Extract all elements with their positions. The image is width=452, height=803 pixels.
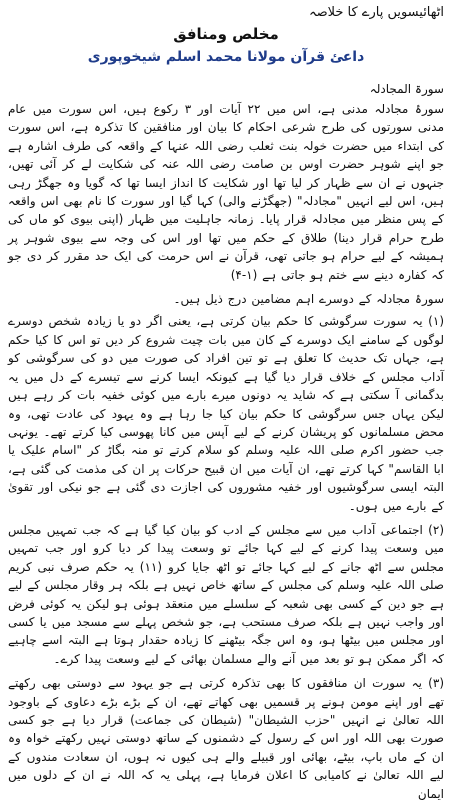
series-header: اٹھائیسویں پارے کا خلاصہ (308, 5, 444, 20)
paragraph-point-3: (۳) یہ سورت ان منافقوں کا بھی تذکرہ کرتی ہے جو یہود سے دوستی بھی رکھتے تھے اور اپنے مومن ہونے پر قسمیں بھی کھاتے تھے، ان کے بڑے بڑے دعاوی کے باوجود اللہ تعالیٰ نے انہیں "حزب الشیطان" (شیطان کی جماعت) قرار دیا ہے جو کسی صورت بھی اللہ اور اس کے رسول کے دشمنوں کے ساتھ دوستی نہیں رکھتے خواہ وہ ان کے ماں باپ، بیٹے، بھائی اور قبیلے والے ہی کیوں نہ ہوں، ان سعادت مندوں کے لیے اللہ تعالیٰ نے کامیابی کا اعلان فرمایا ہے، پہلی یہ کہ اللہ نے ان کے دلوں میں ایمان (8, 676, 444, 801)
author-name: داعئ قرآن مولانا محمد اسلم شیخوپوری (87, 49, 365, 65)
paragraph-point-1: (۱) یہ سورت سرگوشی کا حکم بیان کرتی ہے، یعنی اگر دو یا زیادہ شخص دوسرے لوگوں کے سامنے ایک دوسرے کے کان میں بات چیت شروع کر دیں تو اس کا کیا حکم ہے، جہاں تک حدیث کا تعلق ہے تو تین افراد کی صورت میں دو کی سرگوشی کو آداب مجلس کے خلاف قرار دیا گیا ہے کیونکہ ایسا کرنے سے تیسرے کے دل میں یہ بدگمانی آ سکتی ہے کہ شاید یہ دونوں میرے بارے میں کوئی خفیہ بات کر رہے ہیں لیکن یہاں جس سرگوشی کا حکم بیان کیا جا رہا ہے وہ یہود کی عادت تھی، وہ محض مسلمانوں کو پریشان کرنے کے لیے آپس میں کانا پھوسی کیا کرتے تھے۔ یونہی جب حضور اکرم صلی اللہ علیہ وسلم کو سلام کرتے تو منہ بگاڑ کر "اسام علیک یا ابا القاسم" کہا کرتے تھے، ان آیات میں ان قبیح حرکات پر ان کی مذمت کی گئی ہے، البتہ ایسی سرگوشیوں اور خفیہ مشوروں کی اجازت دی گئی ہے جو نیکی اور تقویٰ کے بارے میں ہوں۔ (8, 314, 444, 513)
paragraph-point-2: (۲) اجتماعی آداب میں سے مجلس کے ادب کو بیان کیا گیا ہے کہ جب تمہیں مجلس میں وسعت پیدا کرنے کے لیے کہا جائے تو وسعت پیدا کر دیا کرو اور جب تمہیں مجلس سے اٹھ جانے کے لیے کہا جائے تو اٹھ جایا کرو (۱۱) یہ حکم صرف نبی کریم صلی اللہ علیہ وسلم کی مجلس کے ساتھ خاص نہیں ہے بلکہ ہر وقار مجلس کے لیے ہے جو دین کے کسی بھی شعبہ کے سلسلے میں منعقد ہوئی ہو لیکن یہ کوئی فرض اور واجب نہیں ہے بلکہ صرف مستحب ہے، جو شخص پہلے سے مسجد میں یا کسی اور مجلس میں بیٹھا ہو، وہ اس جگہ بیٹھنے کا زیادہ حقدار ہوتا ہے البتہ اسے چاہیے کہ اگر ممکن ہو تو بعد میں آنے والے مسلمان بھائی کے لیے وسعت پیدا کرے۔ (8, 522, 444, 666)
page-title: مخلص ومنافق (173, 25, 279, 43)
paragraph-topics-lead: سورۂ مجادلہ کے دوسرے اہم مضامین درج ذیل ہیں۔ (173, 292, 444, 307)
section-heading: سورۃ المجادلہ (369, 82, 444, 96)
paragraph-intro: سورۂ مجادلہ مدنی ہے، اس میں ۲۲ آیات اور ۳ رکوع ہیں، اس سورت میں عام مدنی سورتوں کی طرح شرعی احکام کا بیان اور منافقین کا تذکرہ ہے، اس سورت کی ابتداء میں حضرت خولہ بنت ثعلب رضی اللہ عنہا کے واقعہ کی طرف اشارہ ہے جو اپنے شوہر حضرت اوس بن صامت رضی اللہ عنہ کی شکایت لے کر آئی تھیں، جنہوں نے ان سے ظہار کر لیا تھا اور شکایت کا انداز ایسا تھا کہ گویا وہ جھگڑ رہی ہیں، اس لیے انہیں "مجادلہ" (جھگڑنے والی) کہا گیا اور سورت کا نام بھی اس واقعہ کے پس منظر میں مجادلہ قرار پایا۔ زمانہ جاہلیت میں ظہار (اپنی بیوی کو ماں کی طرح حرام قرار دینا) طلاق کے حکم میں تھا اور اس کی وجہ سے بیوی شوہر پر ہمیشہ کے لیے حرام ہو جاتی تھی، قرآن نے اس حرمت کی ایک حد مقرر کر دی جو کہ کفارہ دینے سے ختم ہو جاتی ہے (۱-۴) (8, 102, 444, 282)
